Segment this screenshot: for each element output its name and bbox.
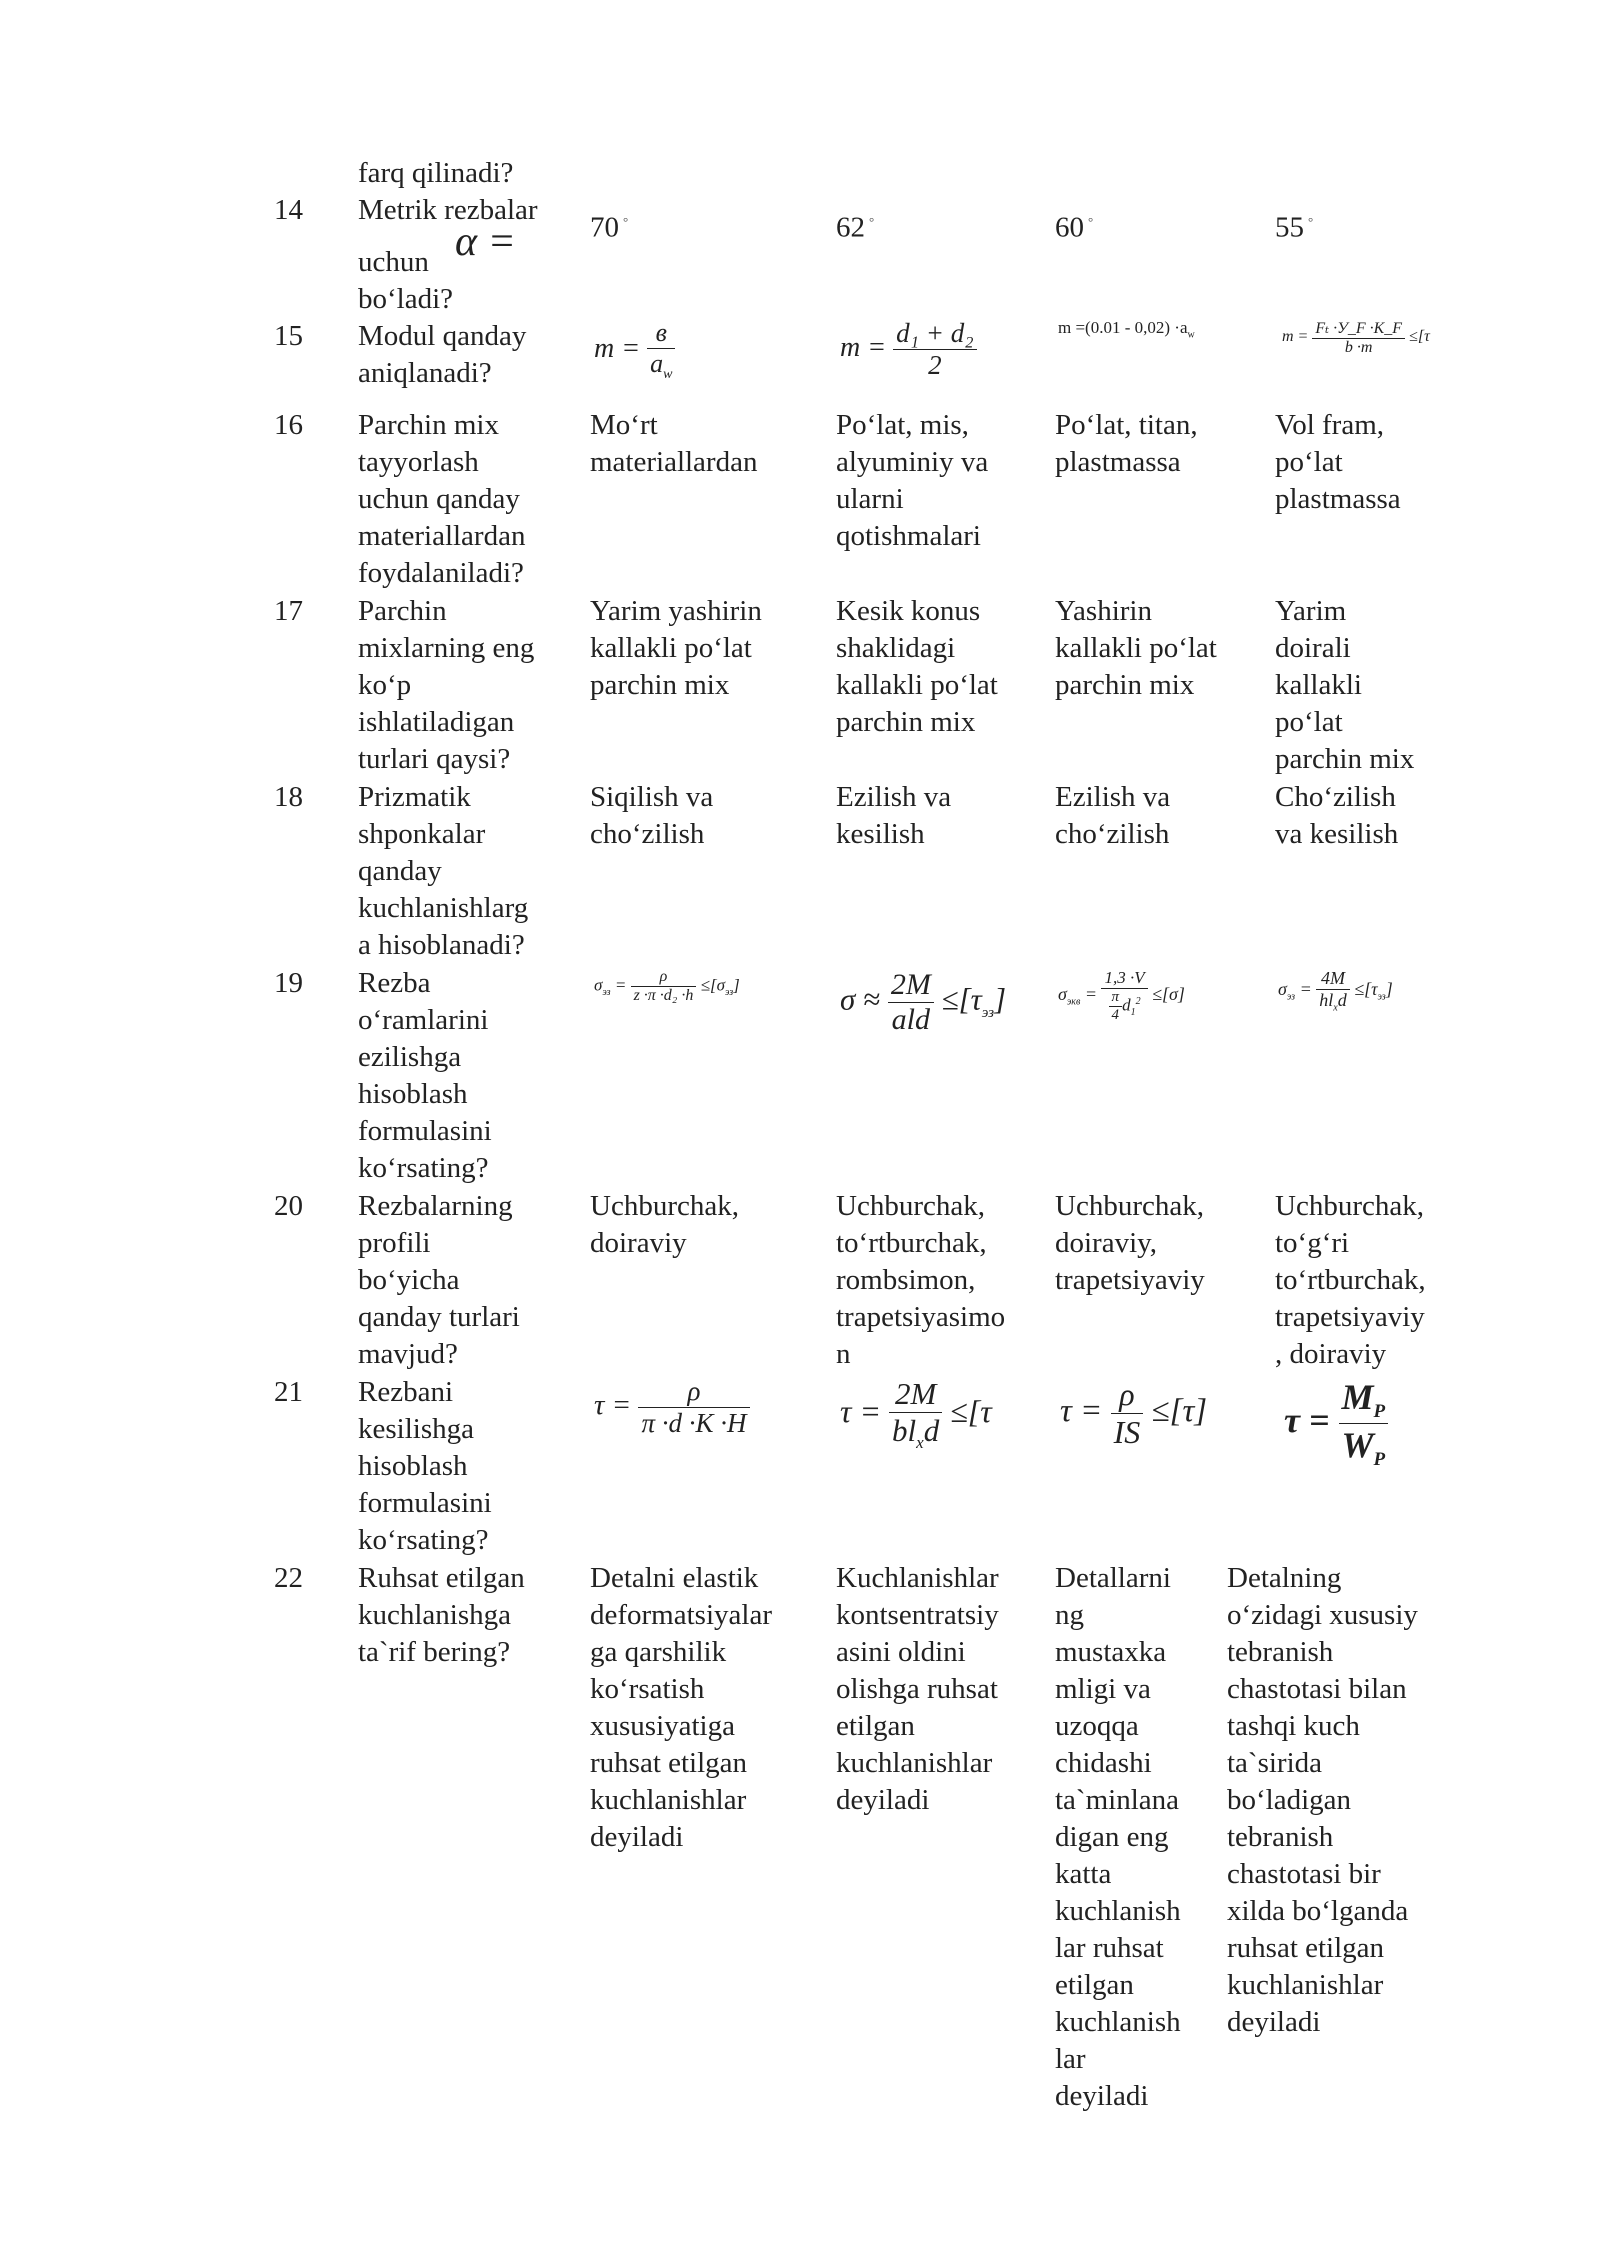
- option-17-a: Yarim yashirin kallakli po‘lat parchin mix: [590, 595, 762, 701]
- option-18-d: Cho‘zilish va kesilish: [1275, 781, 1399, 850]
- question-19: Rezba o‘ramlarini ezilishga hisoblash formulasini ko‘rsating?: [358, 967, 492, 1184]
- option-14-a: 70 °: [590, 211, 629, 244]
- formula-19-a: $\sigma_{эз}$ = $\frac{\rho}{\text{z ·π ·d₂ ·h}}$ $\le[\sigma_{эз}]$: [594, 968, 740, 1004]
- question-16: Parchin mix tayyorlash uchun qanday materiallardan foydalaniladi?: [358, 409, 526, 589]
- alpha-symbol: α =: [455, 219, 516, 265]
- question-number-15: 15: [274, 320, 303, 352]
- option-16-b: Po‘lat, mis, alyuminiy va ularni qotishmalari: [836, 409, 989, 552]
- question-number-21: 21: [274, 1376, 303, 1408]
- option-17-d: Yarim doirali kallakli po‘lat parchin mix: [1275, 595, 1415, 775]
- formula-15-c: $m =(0.01 - 0,02) \cdot a_w$: [1058, 318, 1195, 341]
- option-22-c: Detallarni ng mustaxka mligi va uzoqqa chidashi ta`minlana digan eng katta kuchlanish lar ruhsat etilgan kuchlanish lar deyiladi: [1055, 1562, 1181, 2112]
- option-22-d: Detalning o‘zidagi xususiy tebranish chastotasi bilan tashqi kuch ta`sirida bo‘ladigan tebranish chastotasi bir xilda bo‘lganda ruhsat etilgan kuchlanishlar deyiladi: [1227, 1562, 1418, 2038]
- formula-21-d: τ = $\frac{M_P}{W_P}$: [1284, 1376, 1388, 1471]
- option-18-c: Ezilish va cho‘zilish: [1055, 781, 1171, 850]
- option-17-b: Kesik konus shaklidagi kallakli po‘lat parchin mix: [836, 595, 998, 738]
- question-number-22: 22: [274, 1562, 303, 1594]
- option-20-c: Uchburchak, doiraviy, trapetsiyaviy: [1055, 1190, 1205, 1296]
- formula-15-b: m = $\frac{\text{d₁ + d₂}}{2}$: [840, 318, 977, 381]
- question-14-line1: Metrik rezbalar: [358, 194, 538, 226]
- option-20-b: Uchburchak, to‘rtburchak, rombsimon, trapetsiyasimo n: [836, 1190, 1006, 1370]
- question-number-20: 20: [274, 1190, 303, 1222]
- formula-15-a: m = $\frac{в}{a_w}$: [594, 318, 675, 383]
- formula-19-d: $\sigma_{эз}$ = $\frac{4M}{hl_xd}$ $\le[\tau_{эз}]$: [1278, 968, 1393, 1014]
- option-17-c: Yashirin kallakli po‘lat parchin mix: [1055, 595, 1217, 701]
- formula-19-b: σ ≈ $\frac{2M}{\text{ald}}$ $\le[\tau_{эз}]$: [840, 968, 1007, 1036]
- formula-19-c: $\sigma_{экв}$ = 1,3 ·V $\frac{\pi}{4}$ $d_1^2$ ≤[σ]: [1058, 968, 1185, 1023]
- formula-21-c: τ = $\frac{\rho}{IS}$ ≤[τ]: [1060, 1376, 1208, 1450]
- question-number-18: 18: [274, 781, 303, 813]
- option-16-c: Po‘lat, titan, plastmassa: [1055, 409, 1198, 478]
- option-22-b: Kuchlanishlar kontsentratsiy asini oldini olishga ruhsat etilgan kuchlanishlar deyiladi: [836, 1562, 999, 1816]
- question-15: Modul qanday aniqlanadi?: [358, 320, 527, 389]
- option-14-c: 60 °: [1055, 211, 1094, 244]
- question-number-17: 17: [274, 595, 303, 627]
- question-21: Rezbani kesilishga hisoblash formulasini ko‘rsating?: [358, 1376, 492, 1556]
- option-14-b: 62 °: [836, 211, 875, 244]
- option-22-a: Detalni elastik deformatsiyalar ga qarshilik ko‘rsatish xususiyatiga ruhsat etilgan kuchlanishlar deyiladi: [590, 1562, 772, 1853]
- option-18-a: Siqilish va cho‘zilish: [590, 781, 714, 850]
- formula-21-b: τ = $\frac{2M}{bl_xd}$ ≤[τ: [840, 1376, 992, 1453]
- question-continuation: farq qilinadi?: [358, 157, 514, 189]
- option-16-a: Mo‘rt materiallardan: [590, 409, 758, 478]
- question-17: Parchin mixlarning eng ko‘p ishlatiladigan turlari qaysi?: [358, 595, 535, 775]
- formula-15-d: m = $\frac{\text{Fₜ ·У\_F ·K\_F}}{b \cdot m}$ ≤[τ: [1282, 320, 1430, 356]
- question-22: Ruhsat etilgan kuchlanishga ta`rif bering?: [358, 1562, 525, 1668]
- question-14-line3: bo‘ladi?: [358, 283, 454, 315]
- question-number-16: 16: [274, 409, 303, 441]
- question-14-line2: uchun: [358, 246, 429, 278]
- question-20: Rezbalarning profili bo‘yicha qanday turlari mavjud?: [358, 1190, 520, 1370]
- option-14-d: 55 °: [1275, 211, 1314, 244]
- question-18: Prizmatik shponkalar qanday kuchlanishlarg a hisoblanadi?: [358, 781, 529, 961]
- question-number-14: 14: [274, 194, 303, 226]
- formula-21-a: τ = $\frac{\rho}{\pi \cdot d \cdot K \cdot H}$: [594, 1376, 750, 1439]
- option-18-b: Ezilish va kesilish: [836, 781, 952, 850]
- option-20-a: Uchburchak, doiraviy: [590, 1190, 739, 1259]
- option-16-d: Vol fram, po‘lat plastmassa: [1275, 409, 1401, 515]
- option-20-d: Uchburchak, to‘g‘ri to‘rtburchak, trapetsiyaviy , doiraviy: [1275, 1190, 1426, 1370]
- question-number-19: 19: [274, 967, 303, 999]
